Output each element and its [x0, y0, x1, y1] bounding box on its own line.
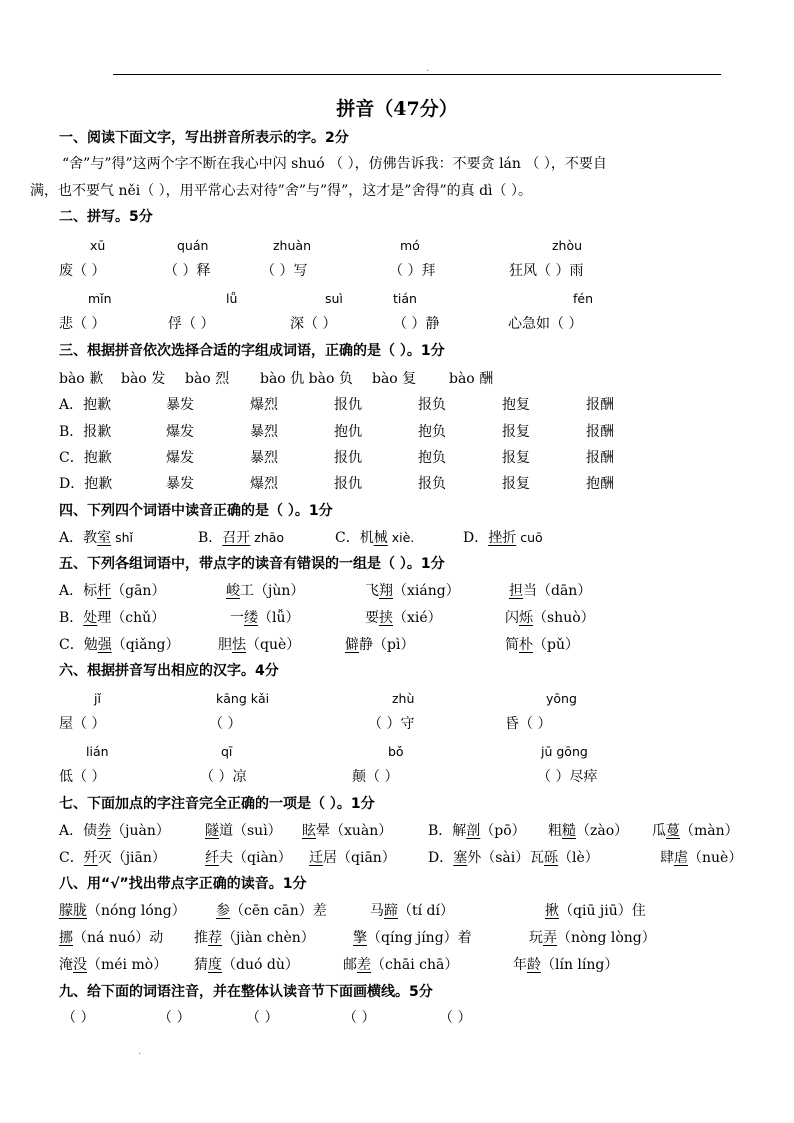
option-cell: 报负: [418, 397, 446, 413]
blank-item: 废（ ）: [59, 263, 106, 279]
section-9-heading: 九、给下面的词语注音，并在整体认读音节下面画横线。5分: [59, 984, 433, 1000]
blank-item: （ ）守: [368, 716, 415, 732]
section-1-line-1: “舍”与”得”这两个字不断在我心中闪 shuó （ ），仿佛告诉我：不要贪 lán （ ），不要自: [62, 156, 607, 172]
word-item: 粗糙（zào）: [548, 823, 629, 839]
option-cell: 报仇: [334, 450, 362, 466]
word-item: 参（cēn cān）差: [216, 903, 327, 919]
option-cell: 爆烈: [250, 397, 278, 413]
word-item: B．处理（chǔ）: [59, 610, 166, 626]
option-cell: 暴发: [166, 397, 194, 413]
word-item: C．勉强（qiǎng）: [59, 637, 180, 653]
option-cell: 报复: [502, 424, 530, 440]
pinyin: suì: [325, 291, 343, 306]
word-item: 猜度（duó dù）: [194, 957, 299, 973]
word-item: B．解剖（pō）: [428, 823, 526, 839]
pinyin: xū: [90, 238, 106, 253]
page-title: 拼音（47分）: [336, 98, 458, 120]
option-cell: 报酬: [586, 397, 614, 413]
pinyin-word: bào 仇 bào 负: [260, 371, 353, 387]
option-cell: 抱仇: [334, 424, 362, 440]
word-item: 迁居（qiān）: [309, 850, 396, 866]
word-item: A．标杆（gān）: [59, 583, 166, 599]
word-item: 淹没（méi mò）: [59, 957, 168, 973]
word-item: 玩弄（nòng lòng）: [529, 930, 656, 946]
pinyin-word: bào 烈: [185, 371, 230, 387]
section-3-heading: 三、根据拼音依次选择合适的字组成词语，正确的是（ ）。1分: [59, 343, 445, 359]
section-4-heading: 四、下列四个词语中读音正确的是（ ）。1分: [59, 503, 333, 519]
option-b: B．召开 zhāo: [198, 530, 285, 546]
section-2-heading: 二、拼写。5分: [59, 209, 153, 225]
header-dot: .: [426, 63, 430, 74]
pinyin-word: bào 发: [121, 371, 166, 387]
option-a: A．教室 shǐ: [59, 530, 134, 546]
option-cell: 爆发: [166, 424, 194, 440]
option-cell: 抱酬: [586, 476, 614, 492]
blank-item: 深（ ）: [290, 316, 337, 332]
header-rule: [113, 74, 721, 75]
pinyin: bǒ: [388, 744, 404, 759]
option-cell: 暴烈: [250, 450, 278, 466]
word-item: 肆虐（nuè）: [660, 850, 743, 866]
word-item: 朦胧（nóng lóng）: [59, 903, 186, 919]
word-item: 飞翔（xiáng）: [365, 583, 460, 599]
blank-item: （ ）拜: [389, 263, 436, 279]
word-item: 挪（ná nuó）动: [59, 930, 164, 946]
option-cell: 抱负: [418, 424, 446, 440]
word-item: C．歼灭（jiān）: [59, 850, 166, 866]
word-item: A．债券（juàn）: [59, 823, 170, 839]
option-cell: 爆烈: [250, 476, 278, 492]
blank-item: 颠（ ）: [352, 769, 399, 785]
pinyin-word: bào 歉: [59, 371, 104, 387]
blank-item: 低（ ）: [59, 769, 106, 785]
word-item: 瓦砾（lè）: [530, 850, 599, 866]
option-cell: C．抱歉: [59, 450, 112, 466]
option-cell: 报复: [502, 450, 530, 466]
blank-item: 心急如（ ）: [508, 316, 583, 332]
word-item: 年龄（lín líng）: [513, 957, 619, 973]
footer-dot: .: [138, 1046, 142, 1057]
pinyin: jū gōng: [541, 744, 588, 759]
word-item: 隧道（suì）: [205, 823, 282, 839]
pinyin: zhù: [392, 691, 415, 706]
pinyin: tián: [393, 291, 417, 306]
word-item: 闪烁（shuò）: [505, 610, 595, 626]
section-8-heading: 八、用“√”找出带点字正确的读音。1分: [59, 876, 307, 892]
section-6-heading: 六、根据拼音写出相应的汉字。4分: [59, 663, 279, 679]
pinyin: qī: [221, 744, 233, 759]
answer-blank: （ ）: [343, 1010, 376, 1026]
option-cell: 抱复: [502, 397, 530, 413]
word-item: 眩晕（xuàn）: [302, 823, 393, 839]
option-cell: 爆发: [166, 450, 194, 466]
option-d: D．挫折 cuō: [463, 530, 543, 546]
answer-blank: （ ）: [246, 1010, 279, 1026]
blank-item: （ ）释: [164, 263, 211, 279]
blank-item: 俘（ ）: [168, 316, 215, 332]
pinyin: kāng kǎi: [216, 691, 270, 706]
option-cell: D．抱歉: [59, 476, 113, 492]
word-item: 胆怯（què）: [218, 637, 301, 653]
pinyin: jǐ: [94, 691, 101, 706]
blank-item: （ ）尽瘁: [537, 769, 598, 785]
word-item: 一缕（lǚ）: [230, 610, 300, 626]
option-cell: 报酬: [586, 424, 614, 440]
pinyin: lǚ: [226, 291, 238, 306]
pinyin: zhuàn: [273, 238, 311, 253]
blank-item: （ ）写: [261, 263, 308, 279]
word-item: 瓜蔓（màn）: [652, 823, 739, 839]
section-7-heading: 七、下面加点的字注音完全正确的一项是（ ）。1分: [59, 796, 375, 812]
word-item: 擎（qíng jíng）着: [353, 930, 472, 946]
option-cell: 报仇: [334, 397, 362, 413]
pinyin: quán: [177, 238, 209, 253]
option-cell: 抱负: [418, 450, 446, 466]
option-cell: 报负: [418, 476, 446, 492]
word-item: 揪（qiū jiū）住: [545, 903, 646, 919]
answer-blank: （ ）: [439, 1010, 472, 1026]
word-item: 担当（dān）: [509, 583, 592, 599]
word-item: 僻静（pì）: [345, 637, 415, 653]
blank-item: （ ）静: [393, 316, 440, 332]
word-item: 要挟（xié）: [365, 610, 442, 626]
option-cell: B．报歉: [59, 424, 112, 440]
option-cell: 报复: [502, 476, 530, 492]
answer-blank: （ ）: [62, 1010, 95, 1026]
word-item: 马蹄（tí dí）: [370, 903, 454, 919]
word-item: 邮差（chāi chā）: [343, 957, 459, 973]
word-item: 简朴（pǔ）: [505, 637, 579, 653]
pinyin: yōng: [546, 691, 577, 706]
option-cell: A．抱歉: [59, 397, 112, 413]
blank-item: （ ）凉: [200, 769, 247, 785]
pinyin-word: bào 酬: [449, 371, 494, 387]
blank-item: 悲（ ）: [59, 316, 106, 332]
section-1-heading: 一、阅读下面文字，写出拼音所表示的字。2分: [59, 130, 349, 146]
pinyin: lián: [86, 744, 109, 759]
option-cell: 报仇: [334, 476, 362, 492]
pinyin: mǐn: [88, 291, 112, 306]
blank-item: 屋（ ）: [59, 716, 106, 732]
section-5-heading: 五、下列各组词语中，带点字的读音有错误的一组是（ ）。1分: [59, 556, 445, 572]
blank-item: 狂风（ ）雨: [509, 263, 584, 279]
option-cell: 报酬: [586, 450, 614, 466]
pinyin: mó: [400, 238, 420, 253]
option-cell: 暴发: [166, 476, 194, 492]
word-item: 纤夫（qiàn）: [205, 850, 292, 866]
pinyin: fén: [573, 291, 594, 306]
answer-blank: （ ）: [158, 1010, 191, 1026]
pinyin-word: bào 复: [372, 371, 417, 387]
option-cell: 暴烈: [250, 424, 278, 440]
pinyin: zhòu: [552, 238, 583, 253]
word-item: 峻工（jùn）: [226, 583, 305, 599]
word-item: D．塞外（sài）: [428, 850, 530, 866]
blank-item: （ ）: [209, 716, 242, 732]
word-item: 推荐（jiàn chèn）: [194, 930, 315, 946]
option-c: C．机械 xiè.: [335, 530, 415, 546]
section-1-line-2: 满，也不要气 něi（ ），用平常心去对待”舍”与”得”，这才是”舍得”的真 dì（ ）。: [30, 183, 532, 199]
blank-item: 昏（ ）: [505, 716, 552, 732]
